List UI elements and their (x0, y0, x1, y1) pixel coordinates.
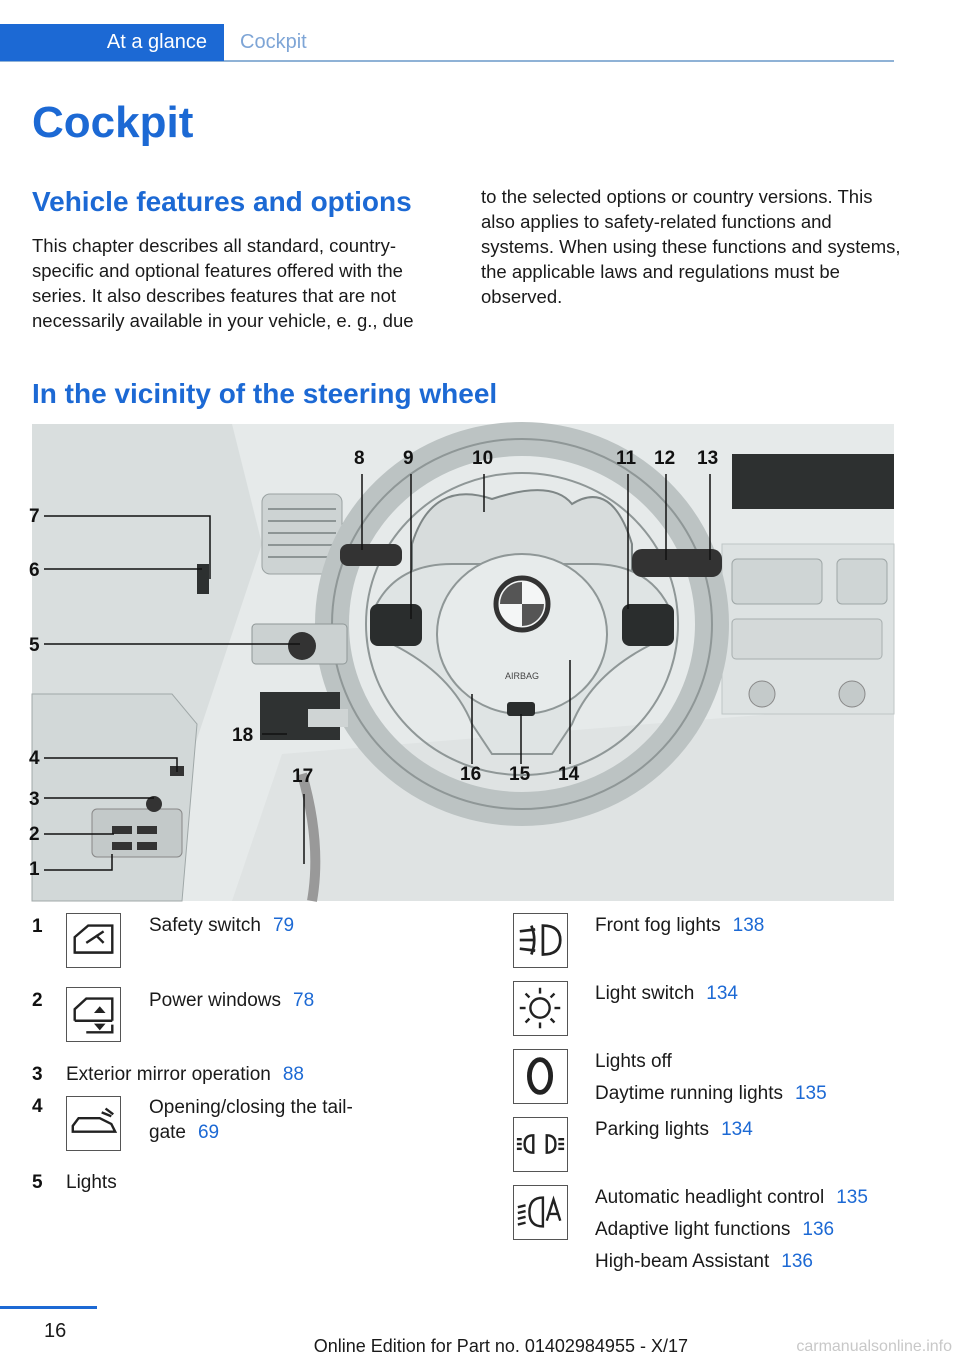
front-fog-lights-icon (513, 913, 568, 968)
item-number: 3 (32, 1064, 43, 1085)
lights-off-icon (513, 1049, 568, 1104)
callout-17: 17 (292, 766, 314, 787)
item-number: 2 (32, 990, 43, 1011)
page-ref-link[interactable]: 69 (197, 1122, 220, 1143)
page-number: 16 (44, 1320, 67, 1342)
legend-item-parking-lights: Parking lights 134 (595, 1119, 753, 1140)
tailgate-icon (66, 1096, 121, 1151)
edition-note: Online Edition for Part no. 01402984955 - X/17 (313, 1336, 688, 1356)
callout-15: 15 (509, 764, 531, 785)
callout-18: 18 (232, 725, 254, 746)
cockpit-illustration (29, 424, 894, 901)
callout-9: 9 (403, 448, 414, 469)
legend-item-tailgate: Opening/closing the tail- gate 69 (149, 1097, 353, 1143)
automatic-headlight-icon (513, 1185, 568, 1240)
legend-item-front-fog-lights: Front fog lights 138 (595, 915, 765, 936)
page-ref-link[interactable]: 138 (732, 915, 765, 936)
page-ref-link[interactable]: 135 (794, 1083, 827, 1104)
legend-item-lights-off: Lights off Daytime running lights 135 (595, 1051, 827, 1104)
item-number: 1 (32, 916, 43, 937)
page-ref-link[interactable]: 136 (781, 1251, 813, 1272)
legend-item-lights: Lights (66, 1172, 117, 1193)
callout-2: 2 (29, 824, 40, 845)
footer-rule (0, 1306, 97, 1309)
callout-13: 13 (697, 448, 719, 469)
light-switch-icon (513, 981, 568, 1036)
page-ref-link[interactable]: 88 (282, 1064, 304, 1085)
page-title: Cockpit (32, 98, 194, 147)
callout-6: 6 (29, 560, 40, 581)
cockpit-drawing (29, 424, 894, 901)
callout-4: 4 (29, 748, 40, 769)
subsection-title: In the vicinity of the steering wheel (32, 378, 498, 409)
intro-text-right: to the selected options or country versions. This also applies to safety-related functions and systems. When using these functions and systems, the applicable laws and regulations must be observed. (481, 186, 901, 307)
callout-10: 10 (472, 448, 494, 469)
callout-3: 3 (29, 789, 40, 810)
legend-item-exterior-mirror: Exterior mirror operation 88 (66, 1064, 304, 1085)
tab-at-a-glance[interactable]: At a glance (0, 24, 224, 61)
page-ref-link[interactable]: 134 (721, 1119, 753, 1140)
page-ref-link[interactable]: 135 (836, 1187, 868, 1208)
header-tabbar (0, 24, 894, 62)
item-number: 5 (32, 1172, 43, 1193)
power-windows-icon (66, 987, 121, 1042)
safety-switch-icon (66, 913, 121, 968)
page-ref-link[interactable]: 78 (293, 990, 315, 1011)
item-number: 4 (32, 1096, 43, 1117)
callout-16: 16 (460, 764, 482, 785)
airbag-label: AIRBAG (504, 671, 540, 681)
callout-5: 5 (29, 635, 40, 656)
legend-item-power-windows: Power windows 78 (149, 990, 315, 1011)
callout-8: 8 (354, 448, 365, 469)
callout-1: 1 (29, 859, 40, 880)
tab-cockpit[interactable]: Cockpit (240, 31, 307, 53)
page-ref-link[interactable]: 79 (272, 915, 295, 936)
legend-item-light-switch: Light switch 134 (595, 983, 738, 1004)
legend-item-automatic-headlight: Automatic headlight control 135 Adaptive light functions 136 High-beam Assistant 136 (595, 1187, 868, 1272)
watermark: carmanualsonline.info (796, 1338, 952, 1355)
legend-item-safety-switch: Safety switch 79 (149, 915, 295, 936)
section-title: Vehicle features and options (32, 186, 412, 217)
parking-lights-icon (513, 1117, 568, 1172)
callout-14: 14 (558, 764, 580, 785)
intro-text-left: This chapter describes all standard, country-specific and optional features offered with the series. It also describes features that are not necessarily available in your vehicle, e. g., due (32, 235, 414, 331)
page-ref-link[interactable]: 136 (802, 1219, 835, 1240)
callout-7: 7 (29, 506, 40, 527)
callout-12: 12 (654, 448, 676, 469)
callout-11: 11 (616, 448, 637, 469)
page-ref-link[interactable]: 134 (706, 983, 738, 1004)
